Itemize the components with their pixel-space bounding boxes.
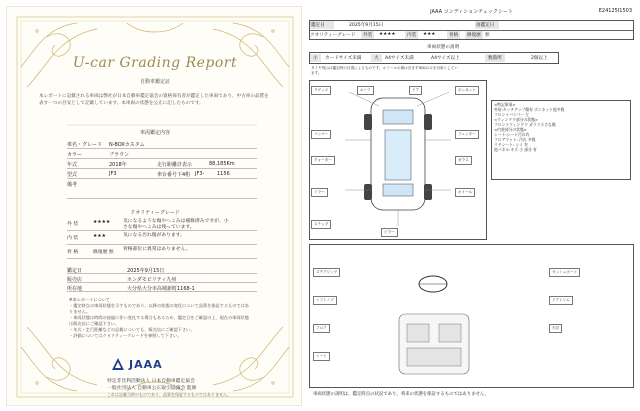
vehicle-row-color [67,149,257,159]
remarks-list [494,102,629,152]
part-label: ミラー [311,188,328,197]
part-label: フェンダー [455,130,479,139]
quality-row-exterior [67,217,257,231]
vehicle-info-table [67,139,257,199]
inspection-row-address [67,283,257,292]
part-label: クォーター [311,156,335,165]
inspection-table [67,265,257,292]
field-value: 大分県大分市高城新町1168-1 [127,286,195,292]
note-line: ・年式・走行距離などの記載についても、販売店にご確認下さい。 [69,327,195,332]
legend-small: 小 [310,54,321,62]
field-label: 車名・グレード [67,142,103,148]
field-label: 年式 [67,162,78,168]
field-value: ブラウン [109,152,130,158]
field-value: JF3 [109,171,117,177]
field-label: 所在地 [67,286,83,292]
field-value: 2018年 [109,162,127,168]
part-label: ステップ [311,220,331,229]
legend-two-plus: 2個以上 [531,56,548,61]
part-label: バンパー [311,130,331,139]
remark-line: フロントウィンドウ ガラス小さな傷 [494,122,556,127]
remark-line: フロアマット: 汚れ 多数 [494,137,536,142]
remark-line: <内装部分の状態> [494,127,527,132]
jaaa-logo [111,357,163,371]
interior-part-label: ステアリング [313,268,340,277]
sheet-footer-note: 車両状態の説明は、鑑定時点の状況であり、将来の状態を保証するものではありません。 [313,392,489,397]
interior-part-label: シート [313,352,330,361]
note-line: ・鑑定時点の車両状態を示すものであり、以降の状態の変化について品質を保証するものではありません。 [69,303,249,314]
report-notes [69,297,249,339]
jaaa-logo-text: JAAA [129,357,163,371]
legend-large: 大 [371,54,382,62]
interior-part-label: 天井 [549,324,562,333]
part-label: ラゲッジ [311,86,331,95]
reinspection-label: 再鑑定日 [475,21,499,29]
quality-section-title: クオリティーグレード [130,210,180,216]
report-intro: 本レポートに記載される車両は弊社が日本自動車鑑定協会の資格保有者が鑑定した車両であり、中古車の品質を表す一つの目安として記載しています。本車両の状態を公正に記したものです。 [39,94,269,106]
remark-line: <ウィンドウ部分の状態> [494,117,539,122]
remark-line: シート:シート汚れ有 [494,132,530,137]
exterior-stars: ★★★★ [379,32,396,37]
report-title: U-car Grading Report [72,55,238,71]
field-value: JF3- [195,171,205,177]
quality-label: 骨 格 [67,250,79,255]
vehicle-row-name [67,139,257,149]
jaaa-mark-icon [111,357,125,371]
part-label: ルーフ [357,86,374,95]
field-value: 1156 [217,171,230,177]
field-label: 車台番号下4桁 [157,172,191,178]
remark-line: リヤシート: シミ 有 [494,142,528,147]
note-line: ※本レポートについて [69,297,111,302]
field-value: ホンダモビリティ九州 [127,277,177,283]
remark-line: フロントバンパー 左 [494,112,530,117]
remark-line: 他パネル:キズ 小 部分 有 [494,147,537,152]
quality-grade-label: クオリティーグレード [310,33,356,38]
exterior-label: 外装 [363,33,373,38]
grading-report-page [6,6,302,406]
part-label: ピラー [381,228,398,237]
association-line: 特定非営利活動法人 日本自動車鑑定協会 [107,379,195,384]
inspection-row-date [67,265,257,274]
field-value: 88,185Km [209,161,235,167]
frame-label: 骨格 [449,33,459,38]
interior-part-label: ドアトリム [549,296,573,305]
quality-text: 気になるような傷やへこみは補修済みですが、小さな傷やへこみは残っています。 [123,219,229,230]
quality-stars: ★★★ [93,234,106,239]
vehicle-section-title: 車両鑑定内容 [139,130,170,136]
condition-check-sheet [309,6,634,406]
legend-note: タイヤ残山は鑑定時の目視によるものです。ホイールの傷は含まず車両のみを対象としています。 [311,66,458,75]
note-line: ・評価についてはクオリティーグレードを参照して下さい。 [69,333,182,338]
part-label: ドア [409,86,422,95]
sheet-title: JAAA コンディションチェックシート [430,9,513,15]
field-label: 販売店 [67,277,83,283]
quality-label: 内 装 [67,236,79,241]
inspection-date-label: 鑑定日 [310,21,334,29]
quality-table [67,217,257,259]
report-subtitle: 自動車鑑定証 [139,79,170,85]
association-line: 一般社団法人 自動車公正取引協議会 監修 [107,385,197,391]
field-value: 2025年9月15日 [127,268,165,274]
interior-part-label: シフトノブ [313,296,337,305]
remarks-title: <特記事項> [494,102,516,107]
field-label: 鑑定日 [67,268,83,274]
interior-stars: ★★★ [423,32,436,37]
part-label: ボンネット [455,86,479,95]
legend-a4-desc: A4サイズ以上 [431,56,460,61]
legend-small-desc: カードサイズ未満 [325,56,362,61]
legend-title: 車両状態の説明 [427,45,460,50]
part-label: ガラス [455,156,472,165]
quality-stars: 修復歴 無 [93,250,114,255]
remark-line: 外装:キッチアップ傷有 ボンネット他多数 [494,107,565,112]
note-line: ・車両状態は時間の経過に伴い変化する場合もあるため、鑑定日をご確認の上、現在の車両状態は販売店にご確認下さい。 [69,315,249,326]
field-label: 備考 [67,182,78,188]
quality-stars: ★★★★ [93,220,111,225]
quality-text: 骨格部位に異常はありません。 [123,247,191,252]
repair-label: 修復歴 [467,33,481,38]
sheet-id: E24125I1503 [598,8,632,14]
interior-label: 内装 [407,33,417,38]
legend-multi: 数箇所 [485,54,505,62]
quality-row-interior [67,231,257,245]
repair-value: 無 [485,33,490,38]
interior-part-label: フロア [313,324,330,333]
field-label: 走行距離計表示 [157,162,193,168]
field-label: 型式 [67,172,78,178]
vehicle-row-remarks [67,179,257,199]
quality-label: 外 装 [67,222,79,227]
quality-row-frame [67,245,257,259]
quality-text: 気になる汚れ傷があります。 [123,233,185,238]
vehicle-row-model [67,169,257,179]
field-label: カラー [67,152,83,158]
interior-part-label: ダッシュボード [549,268,580,277]
vehicle-row-year [67,159,257,169]
part-label: ホイール [455,188,475,197]
fine-print: これは記載当時のものであり、品質を保証するものではありません。 [107,392,232,397]
legend-large-desc: A4サイズ未満 [385,56,414,61]
inspection-row-dealer [67,274,257,283]
inspection-date-value: 2025年9月15日 [349,23,384,28]
association-info [107,379,231,399]
interior-diagram [369,254,499,384]
sheet-header [309,8,634,16]
field-value: N-BOXカスタム [109,142,145,148]
